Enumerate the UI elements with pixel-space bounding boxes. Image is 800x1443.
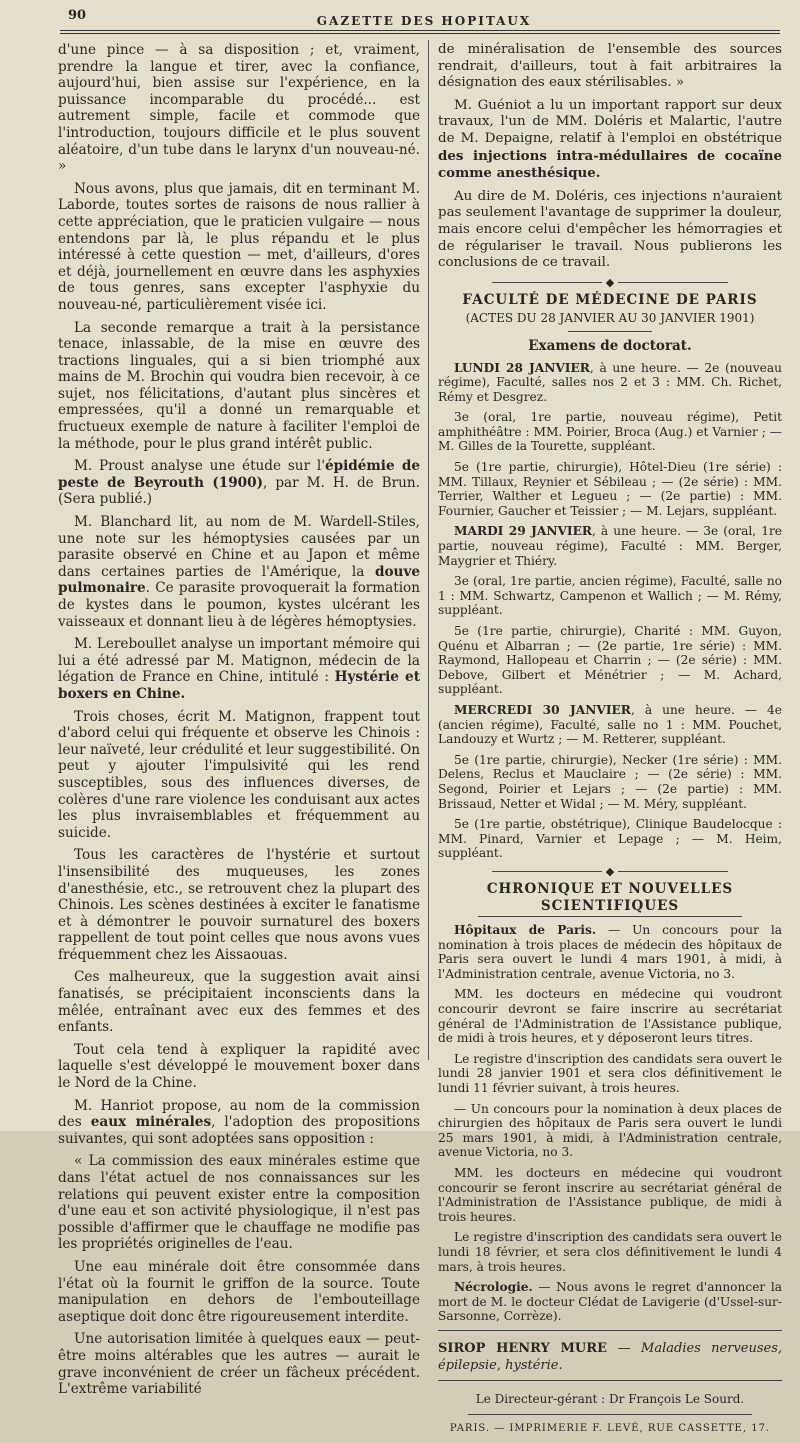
- ad-name: SIROP HENRY MURE: [438, 1340, 607, 1356]
- text-run: , à une heure. — 4e (ancien régime), Faculté, salle no 1 : MM. Pouchet, Landouzy et Wurtz ; — M. Retterer, suppléant.: [438, 702, 782, 747]
- text-run: . Ce parasite provoquerait la formation de kystes dans le poumon, kystes ulcérant les vaisseaux et donnant lieu à de légères hémoptysies.: [58, 580, 420, 630]
- paragraph: La seconde remarque a trait à la persistance tenace, inlassable, de la mise en œuvre des tractions linguales, qui a si bien triomphé aux mains de M. Brochin qui voudra bien recevoir, à ce sujet, nos félicitations, d'autant plus sincères et empressées, qu'il a donné un remarquable et fructueux exemple de nature à faciliter l'emploi de la méthode, pour le plus grand intérêt public.: [58, 319, 420, 452]
- bold-term: Hôpitaux de Paris.: [454, 923, 597, 938]
- paragraph: Tout cela tend à expliquer la rapidité avec laquelle s'est développé le mouvement boxer dans le Nord de la Chine.: [58, 1041, 420, 1092]
- paragraph: Une eau minérale doit être consommée dans l'état où la fournit le griffon de la source. Toute manipulation en dehors de l'embouteillage aseptique doit donc être rigoureusement interdite.: [58, 1258, 420, 1325]
- header-rule: [60, 30, 780, 31]
- paragraph: Au dire de M. Doléris, ces injections n'auraient pas seulement l'avantage de supprimer la douleur, mais encore celui d'empêcher les hémorragies et de régulariser le travail. Nous publierons les conclusions de ce travail.: [438, 188, 782, 271]
- printer-credit: PARIS. — IMPRIMERIE F. LEVÉ, RUE CASSETTE, 17.: [449, 1422, 771, 1434]
- bold-term: Nécrologie.: [454, 1280, 533, 1295]
- paragraph: [58, 1098, 420, 1148]
- schedule-entry: [438, 361, 782, 405]
- schedule-entry: 5e (1re partie, obstétrique), Clinique Baudelocque : MM. Pinard, Varnier et Lepage ; — M. Heim, suppléant.: [438, 817, 782, 861]
- paragraph: Tous les caractères de l'hystérie et surtout l'insensibilité des muqueuses, les zones d'anesthésie, etc., se retrouvent chez la plupart des Chinois. Les scènes destinées à exciter le fanatisme et à démontrer le pouvoir surnaturel des boxers rappellent de tout point celles que nous avons vues fréquemment chez les Aissaouas.: [58, 847, 420, 963]
- schedule-entry: 5e (1re partie, chirurgie), Hôtel-Dieu (1re série) : MM. Tillaux, Reynier et Sébileau ; — (2e série) : MM. Terrier, Walther et Legueu ; — (2e partie) : MM. Fournier, Gaucher et Teissier ; — M. Lejars, suppléant.: [438, 460, 782, 518]
- paragraph: [58, 458, 420, 508]
- schedule-entry: 3e (oral, 1re partie, nouveau régime), Petit amphithéâtre : MM. Poirier, Broca (Aug.) et Varnier ; — M. Gilles de la Tourette, suppléant.: [438, 410, 782, 454]
- examens-title: Examens de doctorat.: [528, 337, 692, 354]
- text-run: M. Lereboullet analyse un important mémoire qui lui a été adressé par M. Matignon, médecin de la légation de France en Chine, intitulé :: [58, 636, 420, 686]
- paragraph: [438, 1280, 782, 1324]
- bold-term: eaux minérales: [90, 1114, 212, 1131]
- section-dates: (ACTES DU 28 JANVIER AU 30 JANVIER 1901): [465, 311, 755, 326]
- day-heading: MARDI 29 JANVIER: [454, 524, 593, 539]
- schedule-entry: 3e (oral, 1re partie, ancien régime), Faculté, salle no 1 : MM. Schwartz, Campenon et Wallich ; — M. Rémy, suppléant.: [438, 574, 782, 618]
- header-rule-thin: [60, 33, 780, 34]
- ornament-rule: ◆: [438, 278, 782, 288]
- left-column: [58, 42, 420, 1404]
- day-heading: LUNDI 28 JANVIER: [454, 360, 590, 375]
- paragraph: d'une pince — à sa disposition ; et, vraiment, prendre la langue et tirer, avec la confiance, aujourd'hui, bien assise sur l'expérience, en la puissance incomparable du procédé... est autrement simple, facile et commode que l'introduction, toujours difficile et le plus souvent aléatoire, d'un tube dans le larynx d'un nouveau-né. »: [58, 42, 420, 175]
- page-header: [58, 8, 790, 28]
- text-run: , à une heure. — 3e (oral, 1re partie, nouveau régime), Faculté : MM. Berger, Maygrier et Thiéry.: [438, 524, 782, 568]
- section-rule: [438, 1380, 782, 1381]
- bold-title: Hystérie et boxers en Chine.: [58, 669, 420, 702]
- paragraph: Le registre d'inscription des candidats sera ouvert le lundi 28 janvier 1901 et sera clos définitivement le lundi 11 février suivant, à trois heures.: [438, 1051, 782, 1096]
- journal-title: GAZETTE DES HOPITAUX: [316, 14, 532, 28]
- section-rule: [478, 916, 742, 917]
- exam-schedule: [438, 361, 782, 861]
- bold-term: des injections intra-médullaires de cocaïne comme anesthésique.: [438, 147, 782, 182]
- text-run: — Un concours pour la nomination à trois places de médecin des hôpitaux de Paris sera ouvert le lundi 4 mars 1901, à midi, à l'Administration centrale, avenue Victoria, no 3.: [438, 923, 782, 981]
- paragraph: [58, 514, 420, 630]
- section-rule: [438, 1330, 782, 1331]
- bold-term: douve pulmonaire: [58, 563, 420, 597]
- text-run: M. Blanchard lit, au nom de M. Wardell-Stiles, une note sur les hémoptysies causées par un parasite observé en Chine et au Japon et même dans certaines parties de l'Amérique, la: [58, 514, 420, 580]
- column-divider: [428, 40, 429, 1060]
- schedule-entry: 5e (1re partie, chirurgie), Necker (1re série) : MM. Delens, Reclus et Mauclaire ; — (2e série) : MM. Segond, Poirier et Lejars ; — (2e partie) : MM. Brissaud, Netter et Widal ; — M. Méry, suppléant.: [438, 752, 782, 811]
- paragraph: de minéralisation de l'ensemble des sources rendrait, d'ailleurs, tout à fait arbitraires la désignation des eaux stérilisables. »: [438, 42, 782, 91]
- section-title-chronique: CHRONIQUE ET NOUVELLES SCIENTIFIQUES: [486, 880, 734, 914]
- right-column: [438, 42, 782, 1443]
- text-run: M. Hanriot propose, au nom de la commission des: [58, 1097, 420, 1131]
- paragraph: « La commission des eaux minérales estime que dans l'état actuel de nos connaissances sur les relations qui peuvent exister entre la composition d'une eau et son activité physiologique, il n'est pas possible d'affirmer que le chauffage ne modifie pas les propriétés originelles de l'eau.: [58, 1153, 420, 1253]
- paragraph: Trois choses, écrit M. Matignon, frappent tout d'abord celui qui fréquente et observe les Chinois : leur naïveté, leur crédulité et leur suggestibilité. On peut y ajouter l'impulsivité qui les rend susceptibles, sous des influences diverses, de colères d'une rare violence les conduisant aux actes les plus invraisemblables et fréquemment au suicide.: [58, 708, 420, 841]
- short-rule: [568, 331, 652, 332]
- paragraph: — Un concours pour la nomination à deux places de chirurgien des hôpitaux de Paris sera ouvert le lundi 25 mars 1901, à midi, à l'Administration centrale, avenue Victoria, no 3.: [438, 1101, 782, 1160]
- schedule-entry: [438, 524, 782, 568]
- footer-rule: [468, 1414, 752, 1415]
- page-number: 90: [68, 8, 87, 23]
- day-heading: MERCREDI 30 JANVIER: [454, 702, 631, 717]
- bold-title: épidémie de peste de Beyrouth (1900): [58, 458, 420, 491]
- text-run: M. Proust analyse une étude sur l': [74, 458, 325, 475]
- paragraph: [438, 923, 782, 981]
- section-title-faculte: FACULTÉ DE MÉDECINE DE PARIS: [462, 291, 758, 308]
- paragraph: [438, 98, 782, 183]
- text-run: M. Guéniot a lu un important rapport sur deux travaux, l'un de MM. Doléris et Malartic, l'autre de M. Depaigne, relatif à l'emploi en obstétrique: [438, 97, 782, 146]
- paragraph: [58, 636, 420, 702]
- advertisement: [438, 1341, 782, 1374]
- text-run: , par M. H. de Brun. (Sera publié.): [58, 474, 420, 508]
- text-run: , l'adoption des propositions suivantes, qui sont adoptées sans opposition :: [58, 1114, 420, 1147]
- paragraph: MM. les docteurs en médecine qui voudront concourir devront se faire inscrire au secrétariat général de l'Administration de l'Assistance publique, de midi à trois heures, et y déposeront leurs titres.: [438, 987, 782, 1046]
- text-run: , à une heure. — 2e (nouveau régime), Faculté, salles nos 2 et 3 : MM. Ch. Richet, Rémy et Desgrez.: [438, 360, 782, 404]
- text-run: — Nous avons le regret d'annoncer la mort de M. le docteur Clédat de Lavigerie (d'Ussel-sur-Sarsonne, Corrèze).: [438, 1280, 782, 1324]
- paragraph: Le registre d'inscription des candidats sera ouvert le lundi 18 février, et sera clos définitivement le lundi 4 mars, à trois heures.: [438, 1230, 782, 1274]
- paragraph: Ces malheureux, que la suggestion avait ainsi fanatisés, se précipitaient inconscients dans la mêlée, entraînant avec eux des femmes et des enfants.: [58, 969, 420, 1036]
- paragraph: Nous avons, plus que jamais, dit en terminant M. Laborde, toutes sortes de raisons de nous rallier à cette appréciation, que le praticien vulgaire — nous entendons par là, le plus répandu et le plus intéressé à cette question — met, d'ailleurs, d'ores et déjà, journellement en œuvre dans les asphyxies de tous genres, sans excepter l'asphyxie du nouveau-né, particulièrement visée ici.: [58, 180, 420, 313]
- chronique-body: [438, 923, 782, 1324]
- director-credit: Le Directeur-gérant : Dr François Le Sourd.: [475, 1392, 745, 1407]
- schedule-entry: [438, 703, 782, 747]
- paragraph: MM. les docteurs en médecine qui voudront concourir se feront inscrire au secrétariat général de l'Administration de l'Assistance publique, de midi à trois heures.: [438, 1166, 782, 1224]
- ornament-rule: ◆: [438, 867, 782, 877]
- paragraph: Une autorisation limitée à quelques eaux — peut-être moins altérables que les autres — aurait le grave inconvénient de créer un fâcheux précédent. L'extrême variabilité: [58, 1331, 420, 1398]
- ad-text: — Maladies nerveuses, épilepsie, hystérie.: [438, 1340, 783, 1373]
- schedule-entry: 5e (1re partie, chirurgie), Charité : MM. Guyon, Quénu et Albarran ; — (2e partie, 1re série) : MM. Raymond, Hallopeau et Charrin ; — (2e série) : MM. Debove, Gilbert et Ménétrier ; — M. Achard, suppléant.: [438, 624, 782, 697]
